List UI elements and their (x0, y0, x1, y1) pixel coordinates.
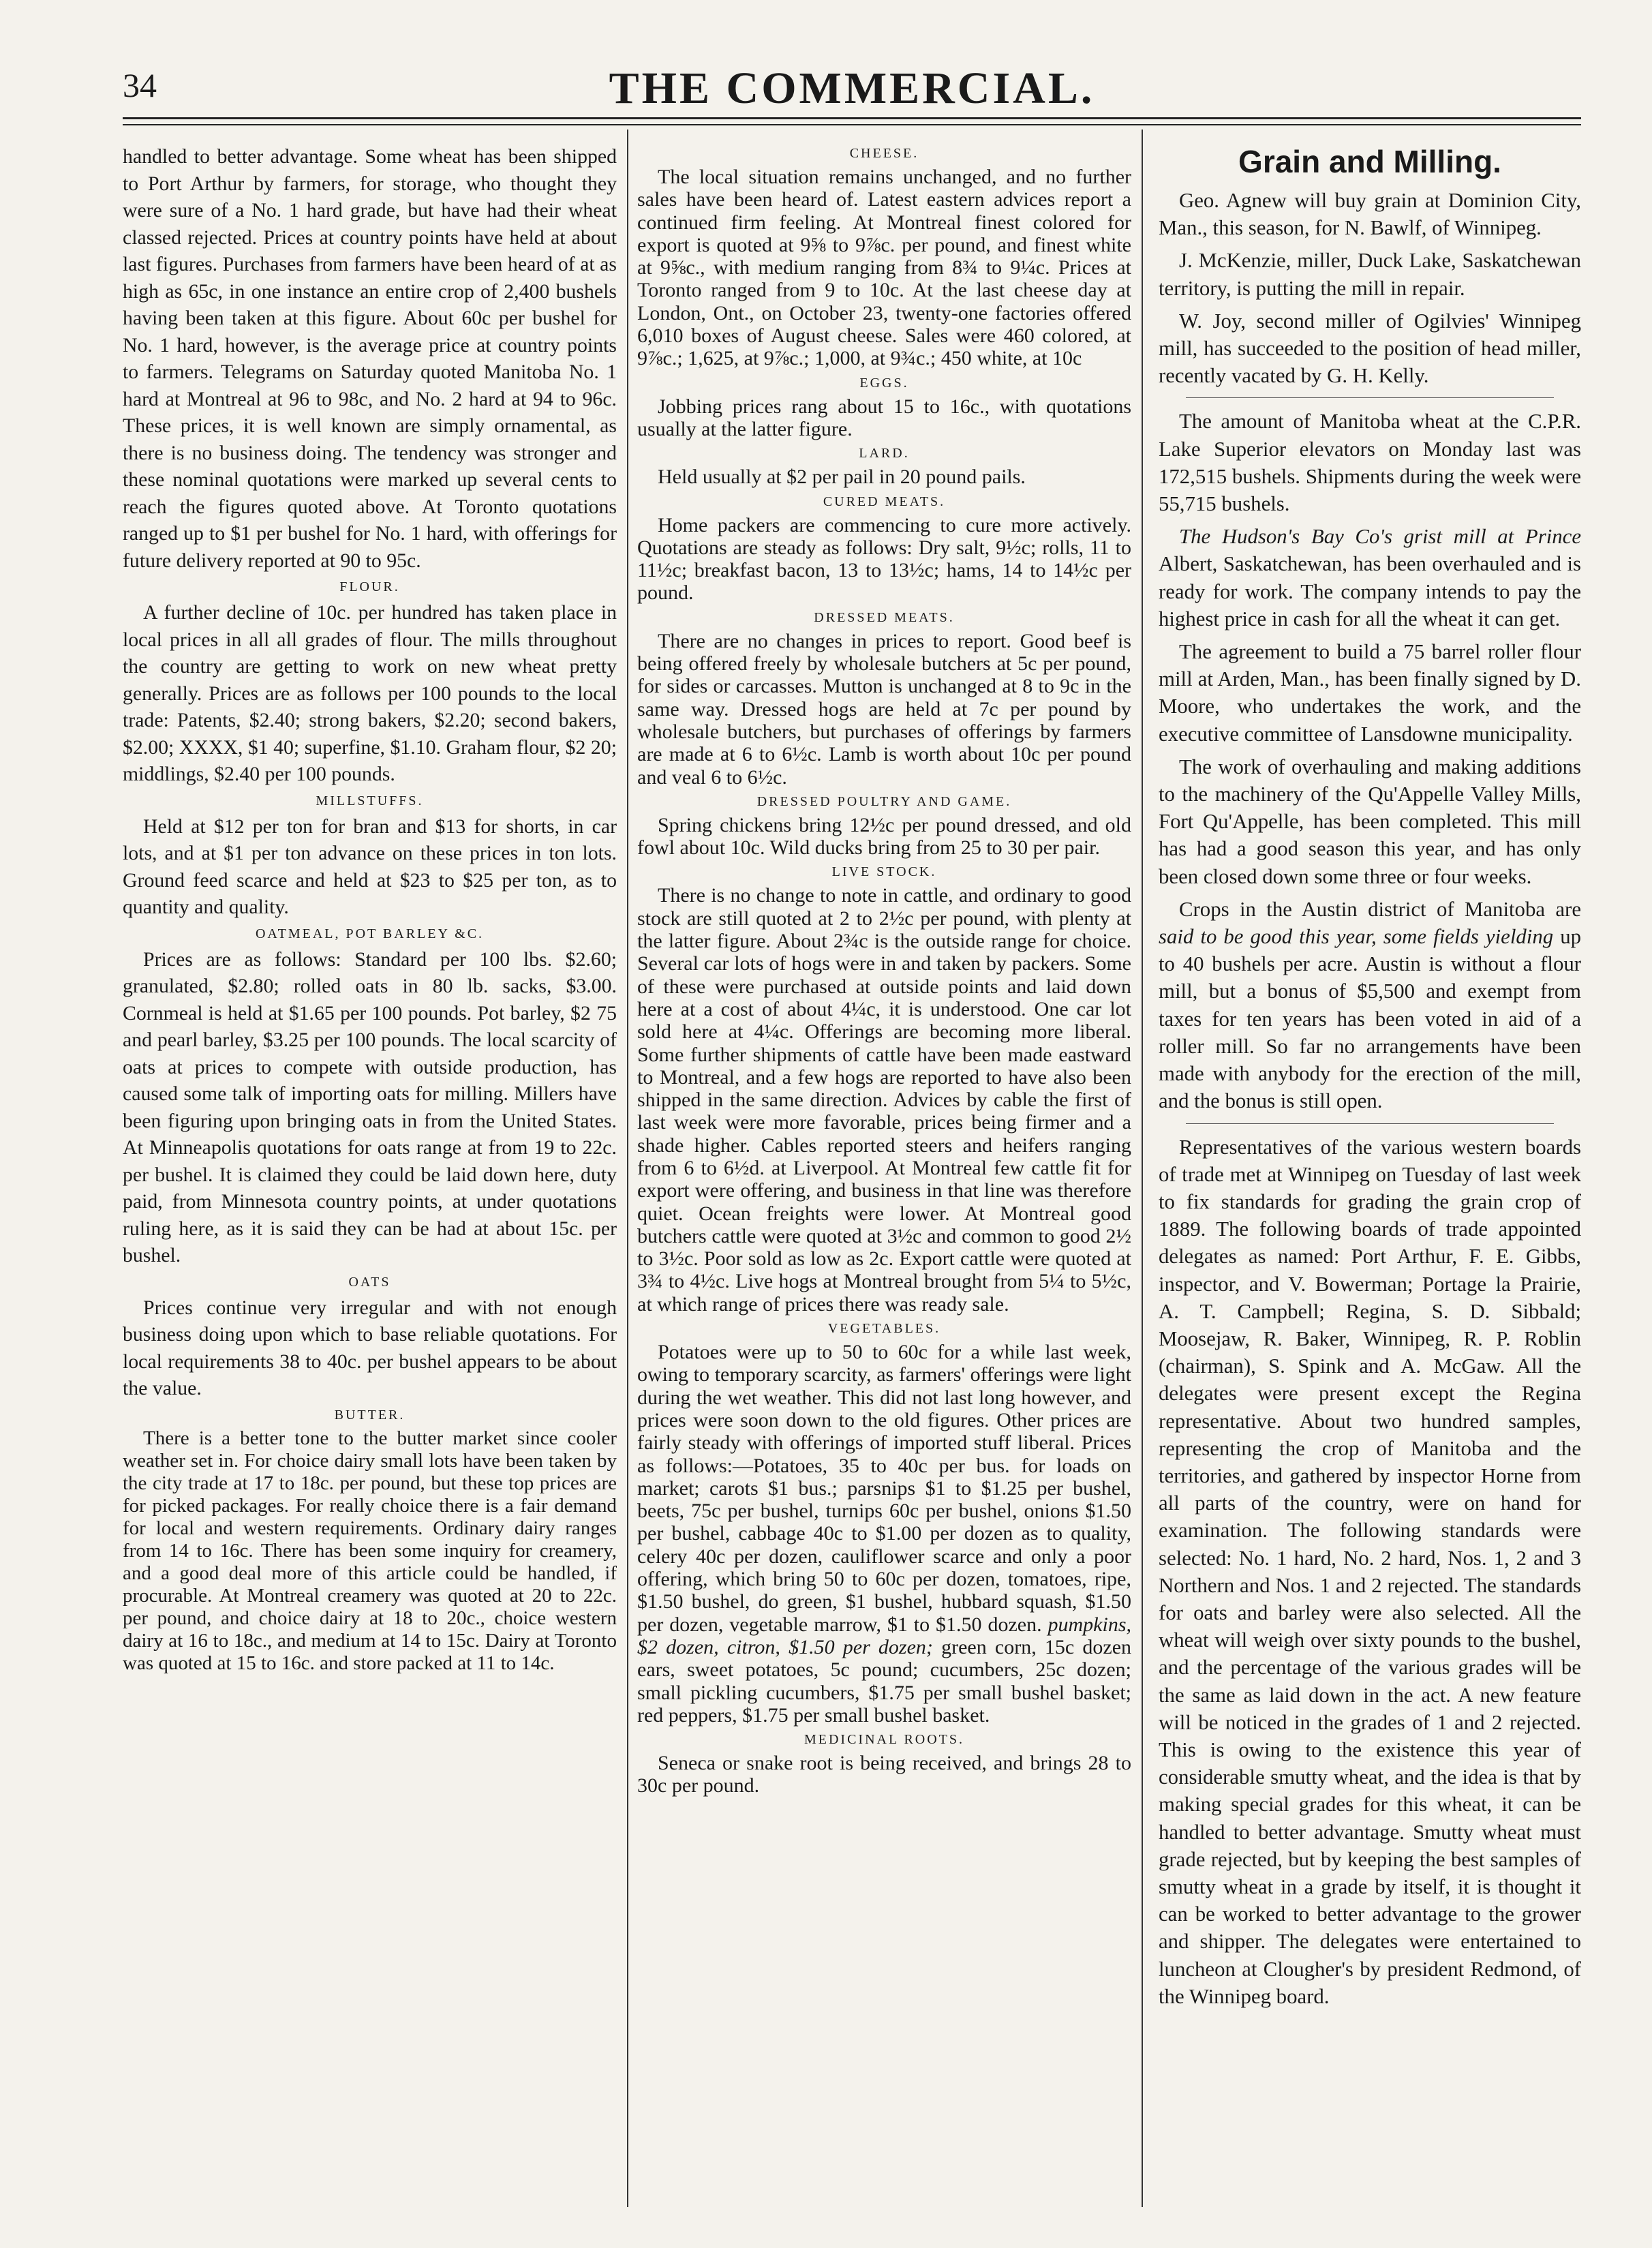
news-item: J. McKenzie, miller, Duck Lake, Saskatchewan territory, is putting the mill in repair. (1159, 249, 1581, 300)
news-item-italic: said to be good this year, some fields yielding (1159, 925, 1554, 949)
section-heading-oatmeal: OATMEAL, POT BARLEY &C. (255, 926, 485, 941)
section-heading-eggs: EGGS. (859, 375, 909, 391)
section-heading-flour: FLOUR. (339, 579, 400, 594)
section-heading-vegetables: VEGETABLES. (827, 1321, 941, 1337)
section-heading-medicinal-roots: MEDICINAL ROOTS. (804, 1732, 965, 1748)
column-3 (1159, 143, 1581, 2207)
masthead-rule-thin (123, 124, 1581, 125)
article-paragraph: Spring chickens bring 12½c per pound dressed, and old fowl about 10c. Wild ducks bring from 25 to 30 per pair. (637, 813, 1131, 860)
column-2 (637, 143, 1131, 2207)
column-divider (1142, 130, 1143, 2207)
vegetables-text: Potatoes were up to 50 to 60c for a while last week, owing to temporary scarcity, as farmers' offerings were light during the wet weather. This did not last long however, and prices were soon down to the old figures. Other prices are fairly steady with offerings of imported stuff liberal. Prices as follows:—Potatoes, 35 to 40c per bus. for loads on market; carots $1 bus.; parsnips $1 to $1.25 per bushel, beets, 75c per bushel, turnips 60c per bushel, onions $1.50 per bushel, cabbage 40c to $1.00 per dozen as to quality, celery 40c per dozen, cauliflower scarce and only a poor offering, which bring 50 to 60c per dozen, tomatoes, ripe, $1.50 bushel, do green, $1 bushel, hubbard squash, $1.50 per dozen, vegetable marrow, $1 to $1.50 dozen. (637, 1341, 1131, 1636)
section-heading-dressed-meats: DRESSED MEATS. (814, 609, 955, 625)
section-heading-poultry: DRESSED POULTRY AND GAME. (756, 793, 1012, 809)
news-item: The work of overhauling and making additions to the machinery of the Qu'Appelle Valley Mills, Fort Qu'Appelle, has been completed. This mill has had a good season this year, and has only been closed down some three or four weeks. (1159, 755, 1581, 888)
news-item (1159, 523, 1581, 633)
publication-title: THE COMMERCIAL. (609, 63, 1095, 113)
masthead (123, 63, 1581, 117)
news-item: W. Joy, second miller of Ogilvies' Winnipeg mill, has succeeded to the position of head miller, recently vacated by G. H. Kelly. (1159, 309, 1581, 388)
article-paragraph: Prices are as follows: Standard per 100 lbs. $2.60; granulated, $2.80; rolled oats in 80 lb. sacks, $3.00. Cornmeal is held at $1.65 per 100 pounds. Pot barley, $2 75 and pearl barley, $3.25 per 100 pounds. The local scarcity of oats at prices to compete with outside production, has caused some talk of importing oats for milling. Millers have been figuring upon bringing oats in from the United States. At Minneapolis quotations for oats range at from 19 to 22c. per bushel. It is claimed they could be laid down here, duty paid, from Minnesota country points, at under quotations ruling here, as it is said they can be had at about 15c. per bushel. (123, 947, 617, 1266)
section-heading-butter: BUTTER. (334, 1407, 406, 1423)
article-paragraph: Held at $12 per ton for bran and $13 for shorts, in car lots, and at $1 per ton advance on these prices in ton lots. Ground feed scarce and held at $23 to $25 per ton, as to quantity and quality. (123, 815, 617, 918)
section-heading-oats: OATS (348, 1274, 391, 1290)
news-item-text: Albert, Saskatchewan, has been overhauled and is ready for work. The company intends to pay the highest price in cash for all the wheat it can get. (1159, 552, 1581, 631)
section-heading-cheese: CHEESE. (849, 146, 919, 161)
news-item-text: Crops in the Austin district of Manitoba are (1179, 897, 1581, 921)
article-paragraph: Seneca or snake root is being received, and brings 28 to 30c per pound. (637, 1752, 1131, 1797)
article-paragraph: Held usually at $2 per pail in 20 pound pails. (658, 466, 1026, 489)
article-paragraph: Jobbing prices rang about 15 to 16c., with quotations usually at the latter figure. (637, 395, 1131, 440)
article-paragraph: There are no changes in prices to report. Good beef is being offered freely by wholesale butchers at 5c per pound, for sides or carcasses. Mutton is unchanged at 8 to 9c in the same way. Dressed hogs are held at 7c per pound by wholesale butchers, but purchases of offerings by farmers are made at 6 to 6½c. Lamb is worth about 10c per pound and veal 6 to 6½c. (637, 629, 1131, 789)
section-title-grain-milling: Grain and Milling. (1238, 144, 1501, 179)
page-number: 34 (123, 66, 157, 104)
section-heading-live-stock: LIVE STOCK. (831, 864, 937, 880)
article-paragraph: There is a better tone to the butter market since cooler weather set in. For choice dairy small lots have been taken by the city trade at 17 to 18c. per pound, but these top prices are for picked packages. For really choice there is a fair demand for local and western requirements. Ordinary dairy ranges from 14 to 16c. There has been some inquiry for creamery, and a good deal more of this article could be handled, if procurable. At Montreal creamery was quoted at 20 to 22c. per pound, and choice dairy at 18 to 20c., choice western dairy at 16 to 18c., and medium at 14 to 15c. Dairy at Toronto was quoted at 15 to 16c. and store packed at 11 to 14c. (123, 1427, 617, 1674)
section-heading-lard: LARD. (859, 446, 910, 461)
news-item: The agreement to build a 75 barrel roller flour mill at Arden, Man., has been finally signed by D. Moore, who undertakes the work, and the executive committee of Lansdowne municipality. (1159, 640, 1581, 746)
section-heading-millstuffs: MILLSTUFFS. (316, 793, 424, 808)
news-item-italic: The Hudson's Bay Co's grist mill at Prince (1179, 525, 1581, 549)
item-separator (1186, 1123, 1554, 1124)
article-paragraph: A further decline of 10c. per hundred has taken place in local prices in all all grades of flour. The mills throughout the country are getting to work on new wheat pretty generally. Prices are as follows per 100 pounds to the local trade: Patents, $2.40; strong bakers, $2.20; second bakers, $2.00; XXXX, $1 40; superfine, $1.10. Graham flour, $2 20; middlings, $2.40 per 100 pounds. (123, 601, 617, 785)
item-separator (1186, 397, 1554, 398)
news-item-text-cont: up to 40 bushels per acre. Austin is without a flour mill, but a bonus of $5,500 and exempt from taxes for ten years has been voted in aid of a roller mill. So far no arrangements have been made with anybody for the erection of the mill, and the bonus is still open. (1159, 925, 1581, 1113)
masthead-rule (123, 117, 1581, 119)
column-1 (123, 143, 617, 2207)
column-divider (627, 130, 628, 2207)
news-item: Representatives of the various western boards of trade met at Winnipeg on Tuesday of last week to fix standards for grading the grain crop of 1889. The following boards of trade appointed delegates as named: Port Arthur, F. E. Gibbs, inspector, and V. Bowerman; Portage la Prairie, A. T. Campbell; Regina, S. D. Sibbald; Moosejaw, R. Baker, Winnipeg, R. P. Roblin (chairman), S. Spink and A. McGaw. All the delegates were present except the Regina representative. About two hundred samples, representing the crop of Manitoba and the territories, and gathered by inspector Horne from all parts of the country, were on hand for examination. The following standards were selected: No. 1 hard, No. 2 hard, Nos. 1, 2 and 3 Northern and Nos. 1 and 2 rejected. The standards for oats and barley were also selected. All the wheat will weigh over sixty pounds to the bushel, and the percentage of the various grades will be the same as laid down in the act. A new feature will be noticed in the grades of 1 and 2 rejected. This is owing to the existence this year of considerable smutty wheat, and the idea is that by making special grades for this wheat, it can be handled to better advantage. Smutty wheat must grade rejected, but by keeping the best samples of smutty wheat in a grade by itself, it is thought it can be worked to better advantage to the grower and shipper. The delegates were entertained to luncheon at Clougher's by president Redmond, of the Winnipeg board. (1159, 1135, 1581, 2008)
section-heading-cured-meats: CURED MEATS. (823, 493, 946, 509)
article-paragraph: The local situation remains unchanged, and no further sales have been heard of. Latest eastern advices report a continued firm feeling. At Montreal finest colored for export is quoted at 9⅝ to 9⅞c. per pound, and finest white at 9⅝c., with medium ranging from 8¾ to 9¼c. Prices at Toronto ranged from 9 to 10c. At the last cheese day at London, Ont., on October 23, twenty-one factories offered 6,010 boxes of August cheese. Sales were 460 colored, at 9⅞c.; 1,625, at 9⅞c.; 1,000, at 9¾c.; 450 white, at 10c (637, 166, 1131, 370)
vegetables-italic-text: pumpkins, $2 dozen, citron, $1.50 per dozen; (637, 1613, 1131, 1658)
news-item: Geo. Agnew will buy grain at Dominion City, Man., this season, for N. Bawlf, of Winnipeg. (1159, 189, 1581, 240)
article-paragraph: Home packers are commencing to cure more actively. Quotations are steady as follows: Dry salt, 9½c; rolls, 11 to 11½c; breakfast bacon, 13 to 13½c; hams, 14 to 14½c per pound. (637, 513, 1131, 605)
vegetables-text-cont: green corn, 15c dozen ears, sweet potatoes, 5c pound; cucumbers, 25c dozen; small pickling cucumbers, $1.75 per small bushel basket; red peppers, $1.75 per small bushel basket. (637, 1635, 1131, 1727)
article-paragraph: Prices continue very irregular and with not enough business doing upon which to base reliable quotations. For local requirements 38 to 40c. per bushel appears to be about the value. (123, 1296, 617, 1399)
news-item (1159, 896, 1581, 1115)
article-paragraph: handled to better advantage. Some wheat has been shipped to Port Arthur by farmers, for storage, who thought they were sure of a No. 1 hard grade, but have had their wheat classed rejected. Prices at country points have held at about last figures. Purchases from farmers have been heard of at as high as 65c, in one instance an entire crop of 2,400 bushels having been taken at this figure. About 60c per bushel for No. 1 hard, however, is the average price at country points to farmers. Telegrams on Saturday quoted Manitoba No. 1 hard at Montreal at 96 to 98c, and No. 2 hard at 94 to 96c. These prices, it is well known are simply ornamental, as there is no business doing. The tendency was stronger and these nominal quotations were marked up several cents to reach the figures quoted above. At Toronto quotations ranged up to $1 per bushel for No. 1 hard, with offerings for future delivery reported at 90 to 95c. (123, 145, 617, 572)
news-item: The amount of Manitoba wheat at the C.P.R. Lake Superior elevators on Monday last was 172,515 bushels. Shipments during the week were 55,715 bushels. (1159, 410, 1581, 516)
article-paragraph (637, 1341, 1131, 1727)
article-paragraph: There is no change to note in cattle, and ordinary to good stock are still quoted at 2 to 2½c per pound, with plenty at the latter figure. About 2¾c is the outside range for choice. Several car lots of hogs were in and taken by packers. Some of these were purchased at outside points and laid down here at a cost of about 4¼c, it is understood. One car lot sold here at 4¼c. Offerings are becoming more liberal. Some further shipments of cattle have been made eastward to Montreal, and a few hogs are reported to have also been shipped in the same direction. Advices by cable the first of last week were more favorable, prices being firmer and a shade higher. Cables reported steers and heifers ranging from 6 to 6½d. at Liverpool. At Montreal few cattle fit for export were offering, and business in that line was therefore quiet. Ocean freights were lower. At Montreal good butchers cattle were quoted at 3½c and common to good 2½ to 3½c. Poor sold as low as 2c. Export cattle were quoted at 3¾ to 4½c. Live hogs at Montreal brought from 5¼ to 5½c, at which range of prices there was ready sale. (637, 884, 1131, 1316)
